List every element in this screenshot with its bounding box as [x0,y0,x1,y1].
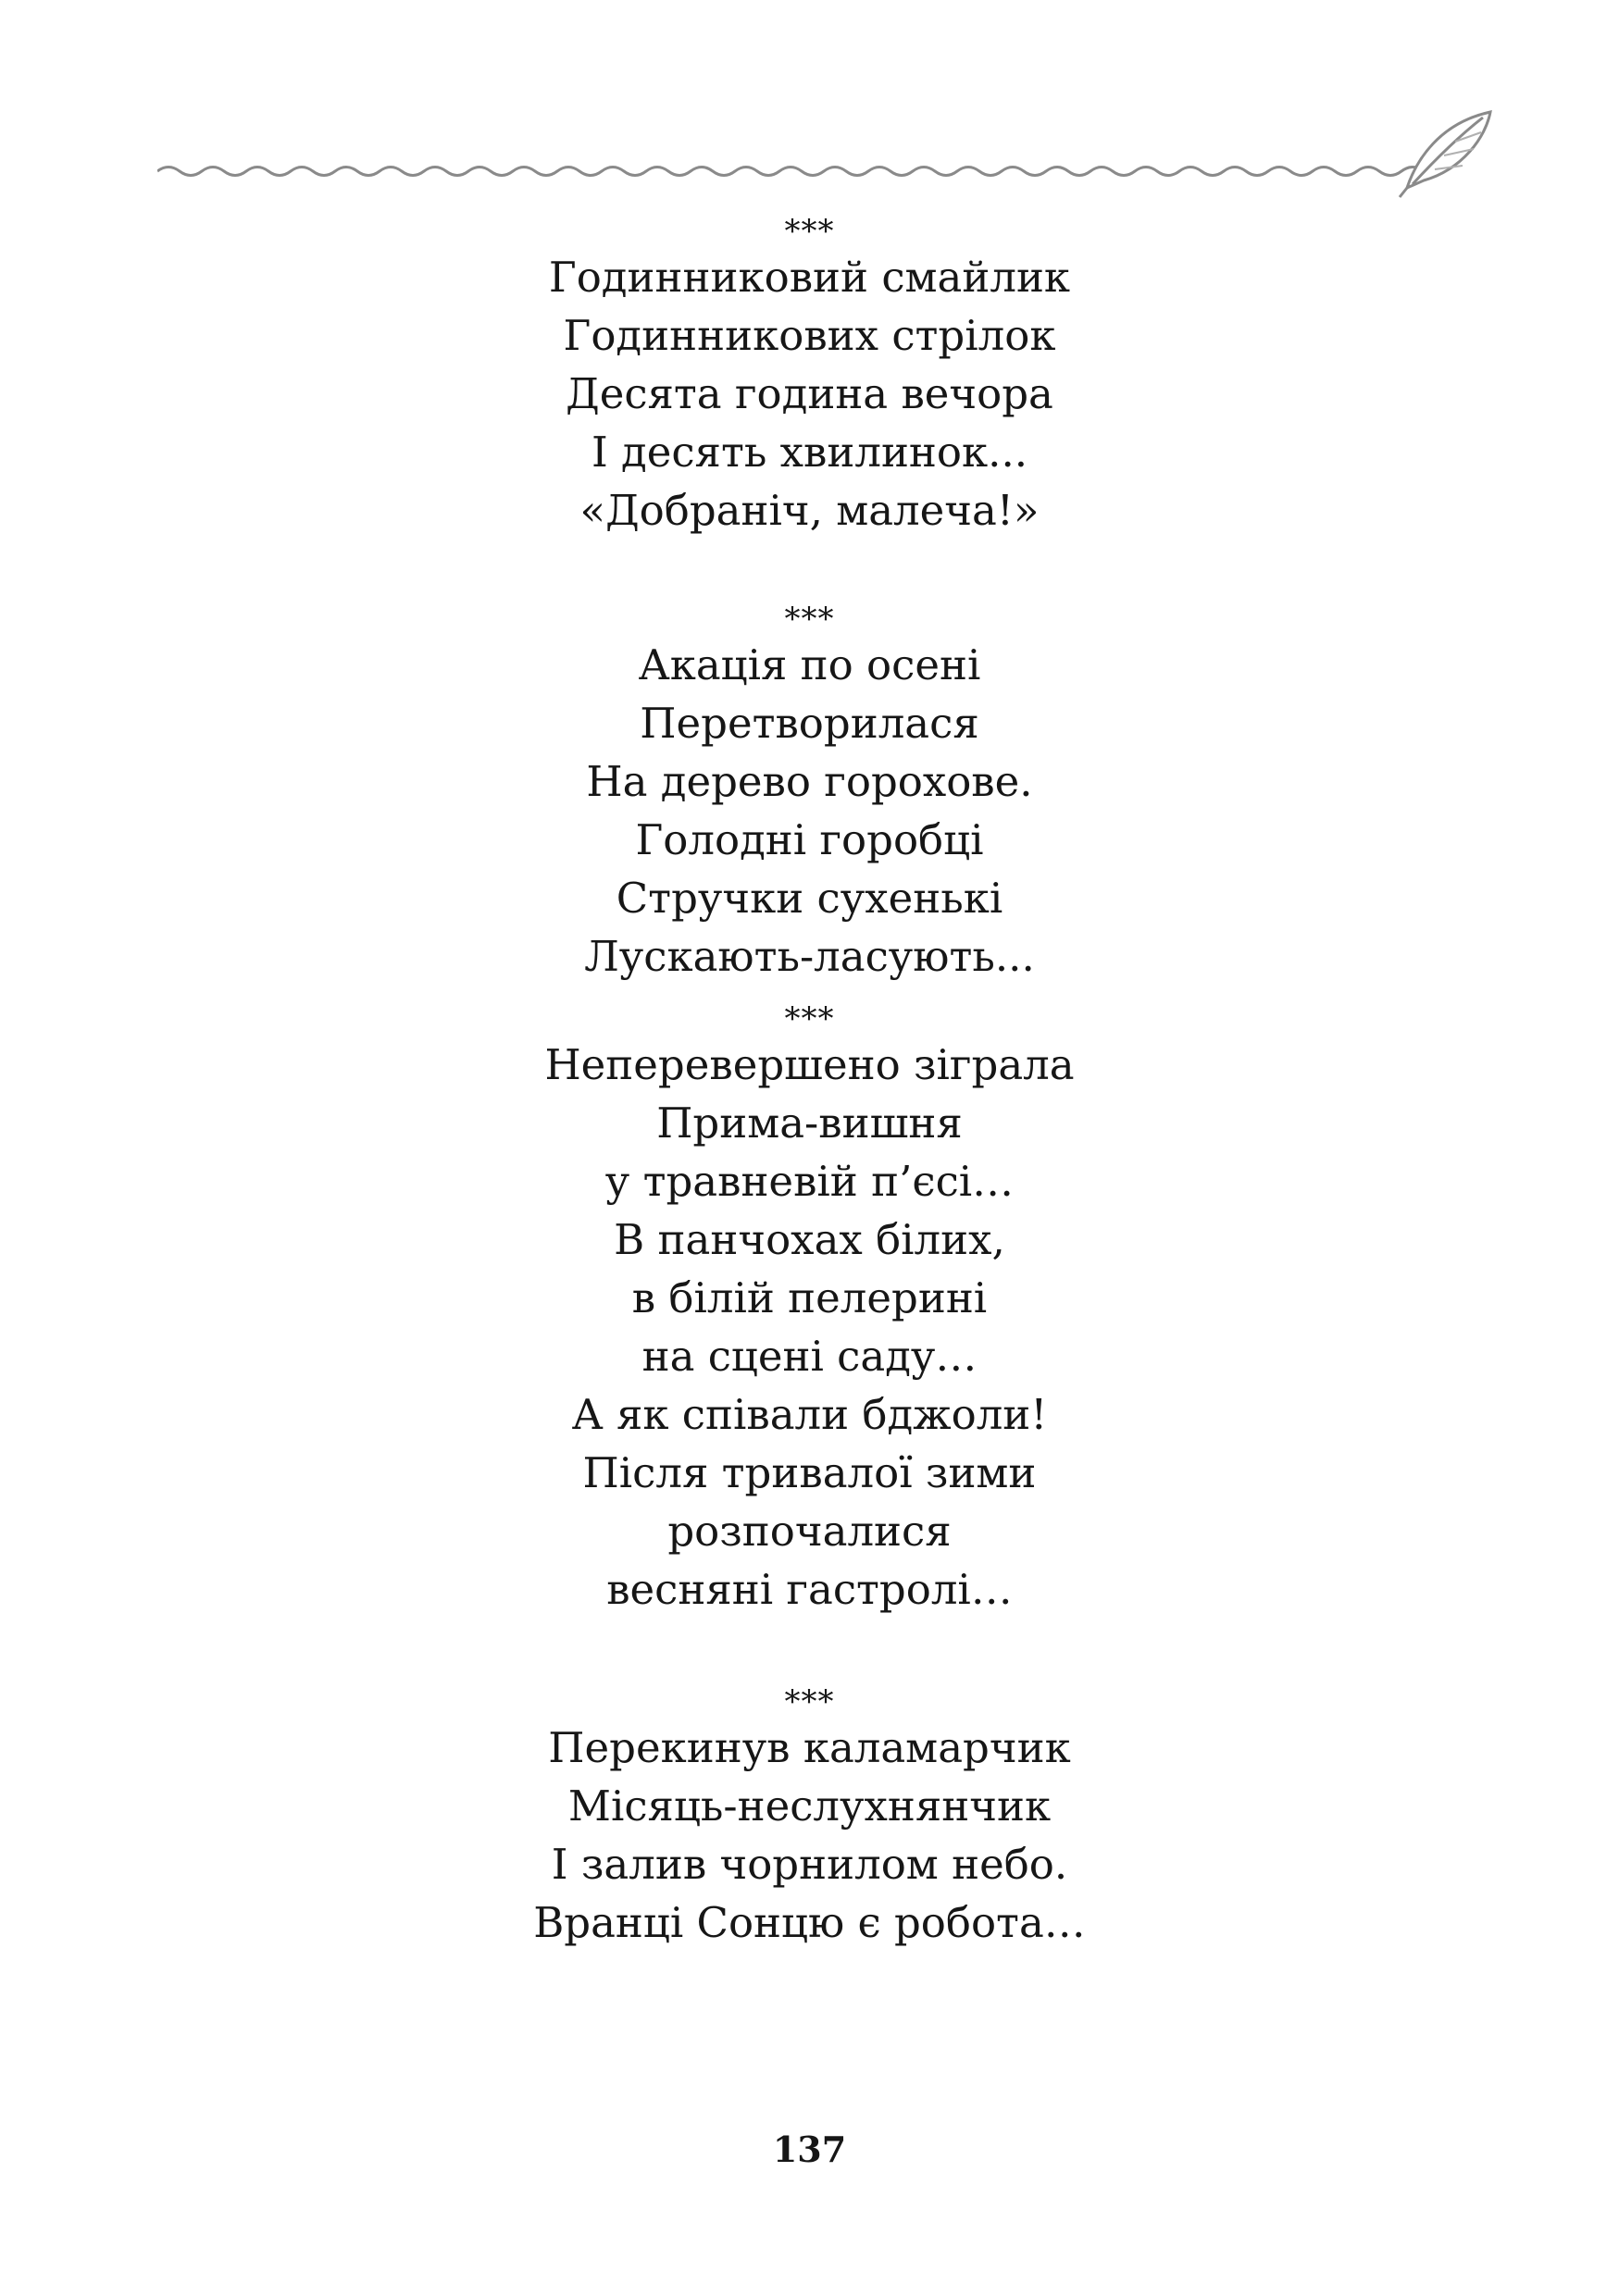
poem-line: На дерево горохове. [586,757,1033,806]
poem-line: Вранці Сонцю є робота… [533,1898,1086,1947]
poem-line: розпочалися [667,1507,952,1556]
feather-quill-icon [1400,112,1490,197]
poem-line: «Добраніч, малеча!» [579,486,1040,535]
poem-line: у травневій п’єсі… [604,1157,1015,1206]
poem-separator: *** [784,1000,835,1037]
poem-line: на сцені саду… [641,1332,978,1381]
poem-separator: *** [784,601,835,638]
poem-4 [0,1676,1619,1952]
poem-separator: *** [784,213,835,250]
poem-line: Десята година вечора [566,369,1053,418]
poem-line: Стручки сухенькі [616,874,1003,923]
page-number: 137 [772,2128,847,2170]
header-ornament [157,97,1500,199]
poem-line: Акація по осені [638,640,981,689]
wavy-divider-line [157,168,1424,176]
poem-3 [0,993,1619,1619]
poem-line: Перекинув каламарчик [548,1723,1071,1772]
poem-line: весняні гастролі… [606,1565,1013,1614]
poem-line: Лускають-ласують... [584,932,1035,981]
poem-line: А як співали бджоли! [571,1390,1048,1439]
poem-line: в білій пелерині [631,1273,988,1322]
poem-line: Годинникових стрілок [563,311,1056,360]
poem-line: Прима-вишня [656,1098,963,1148]
poem-2 [0,593,1619,986]
poems-container [0,205,1619,1952]
poem-line: Після тривалої зими [582,1448,1037,1497]
poem-1 [0,205,1619,540]
poem-line: І десять хвилинок... [591,428,1028,477]
poem-line: Неперевершено зіграла [544,1040,1075,1089]
poem-line: Місяць-неслухнянчик [567,1781,1052,1831]
poem-separator: *** [784,1683,835,1720]
poem-line: В панчохах білих, [614,1215,1005,1264]
poem-line: І залив чорнилом небо. [551,1840,1068,1889]
poem-line: Голодні горобці [635,815,984,864]
poem-line: Перетворилася [640,699,979,748]
poem-line: Годинниковий смайлик [548,253,1071,302]
